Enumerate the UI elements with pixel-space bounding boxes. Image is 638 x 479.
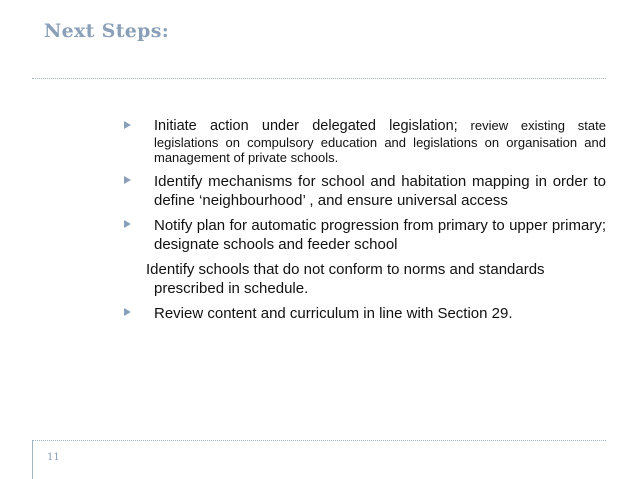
- list-item: [120, 118, 606, 166]
- item-lead-text: Initiate action under delegated legislation;: [154, 118, 458, 134]
- page-number: 11: [47, 452, 60, 463]
- triangle-bullet-icon: [124, 308, 131, 316]
- slide-title: Next Steps:: [44, 20, 170, 42]
- list-item: [120, 260, 606, 298]
- bullet-list: [120, 118, 606, 329]
- item-line-1: Identify schools that do not conform to norms and standards: [146, 260, 545, 278]
- item-rest-text: review existing state legislations on compulsory education and legislations on organisation and management of private schools.: [154, 118, 606, 165]
- triangle-bullet-icon: [124, 220, 131, 228]
- item-text: Notify plan for automatic progression from primary to upper primary; designate schools and feeder school: [154, 216, 606, 253]
- list-item: [120, 304, 606, 323]
- list-item: [120, 172, 606, 210]
- item-text: Identify mechanisms for school and habitation mapping in order to define ‘neighbourhood’ , and ensure universal access: [154, 172, 606, 209]
- triangle-bullet-icon: [124, 121, 131, 129]
- triangle-bullet-icon: [124, 176, 131, 184]
- top-divider: [32, 78, 606, 79]
- item-line-2: prescribed in schedule.: [154, 279, 309, 297]
- bottom-divider: [32, 440, 606, 441]
- footer-vertical-line: [32, 440, 33, 479]
- list-item: [120, 216, 606, 254]
- item-text: Review content and curriculum in line with Section 29.: [154, 304, 513, 322]
